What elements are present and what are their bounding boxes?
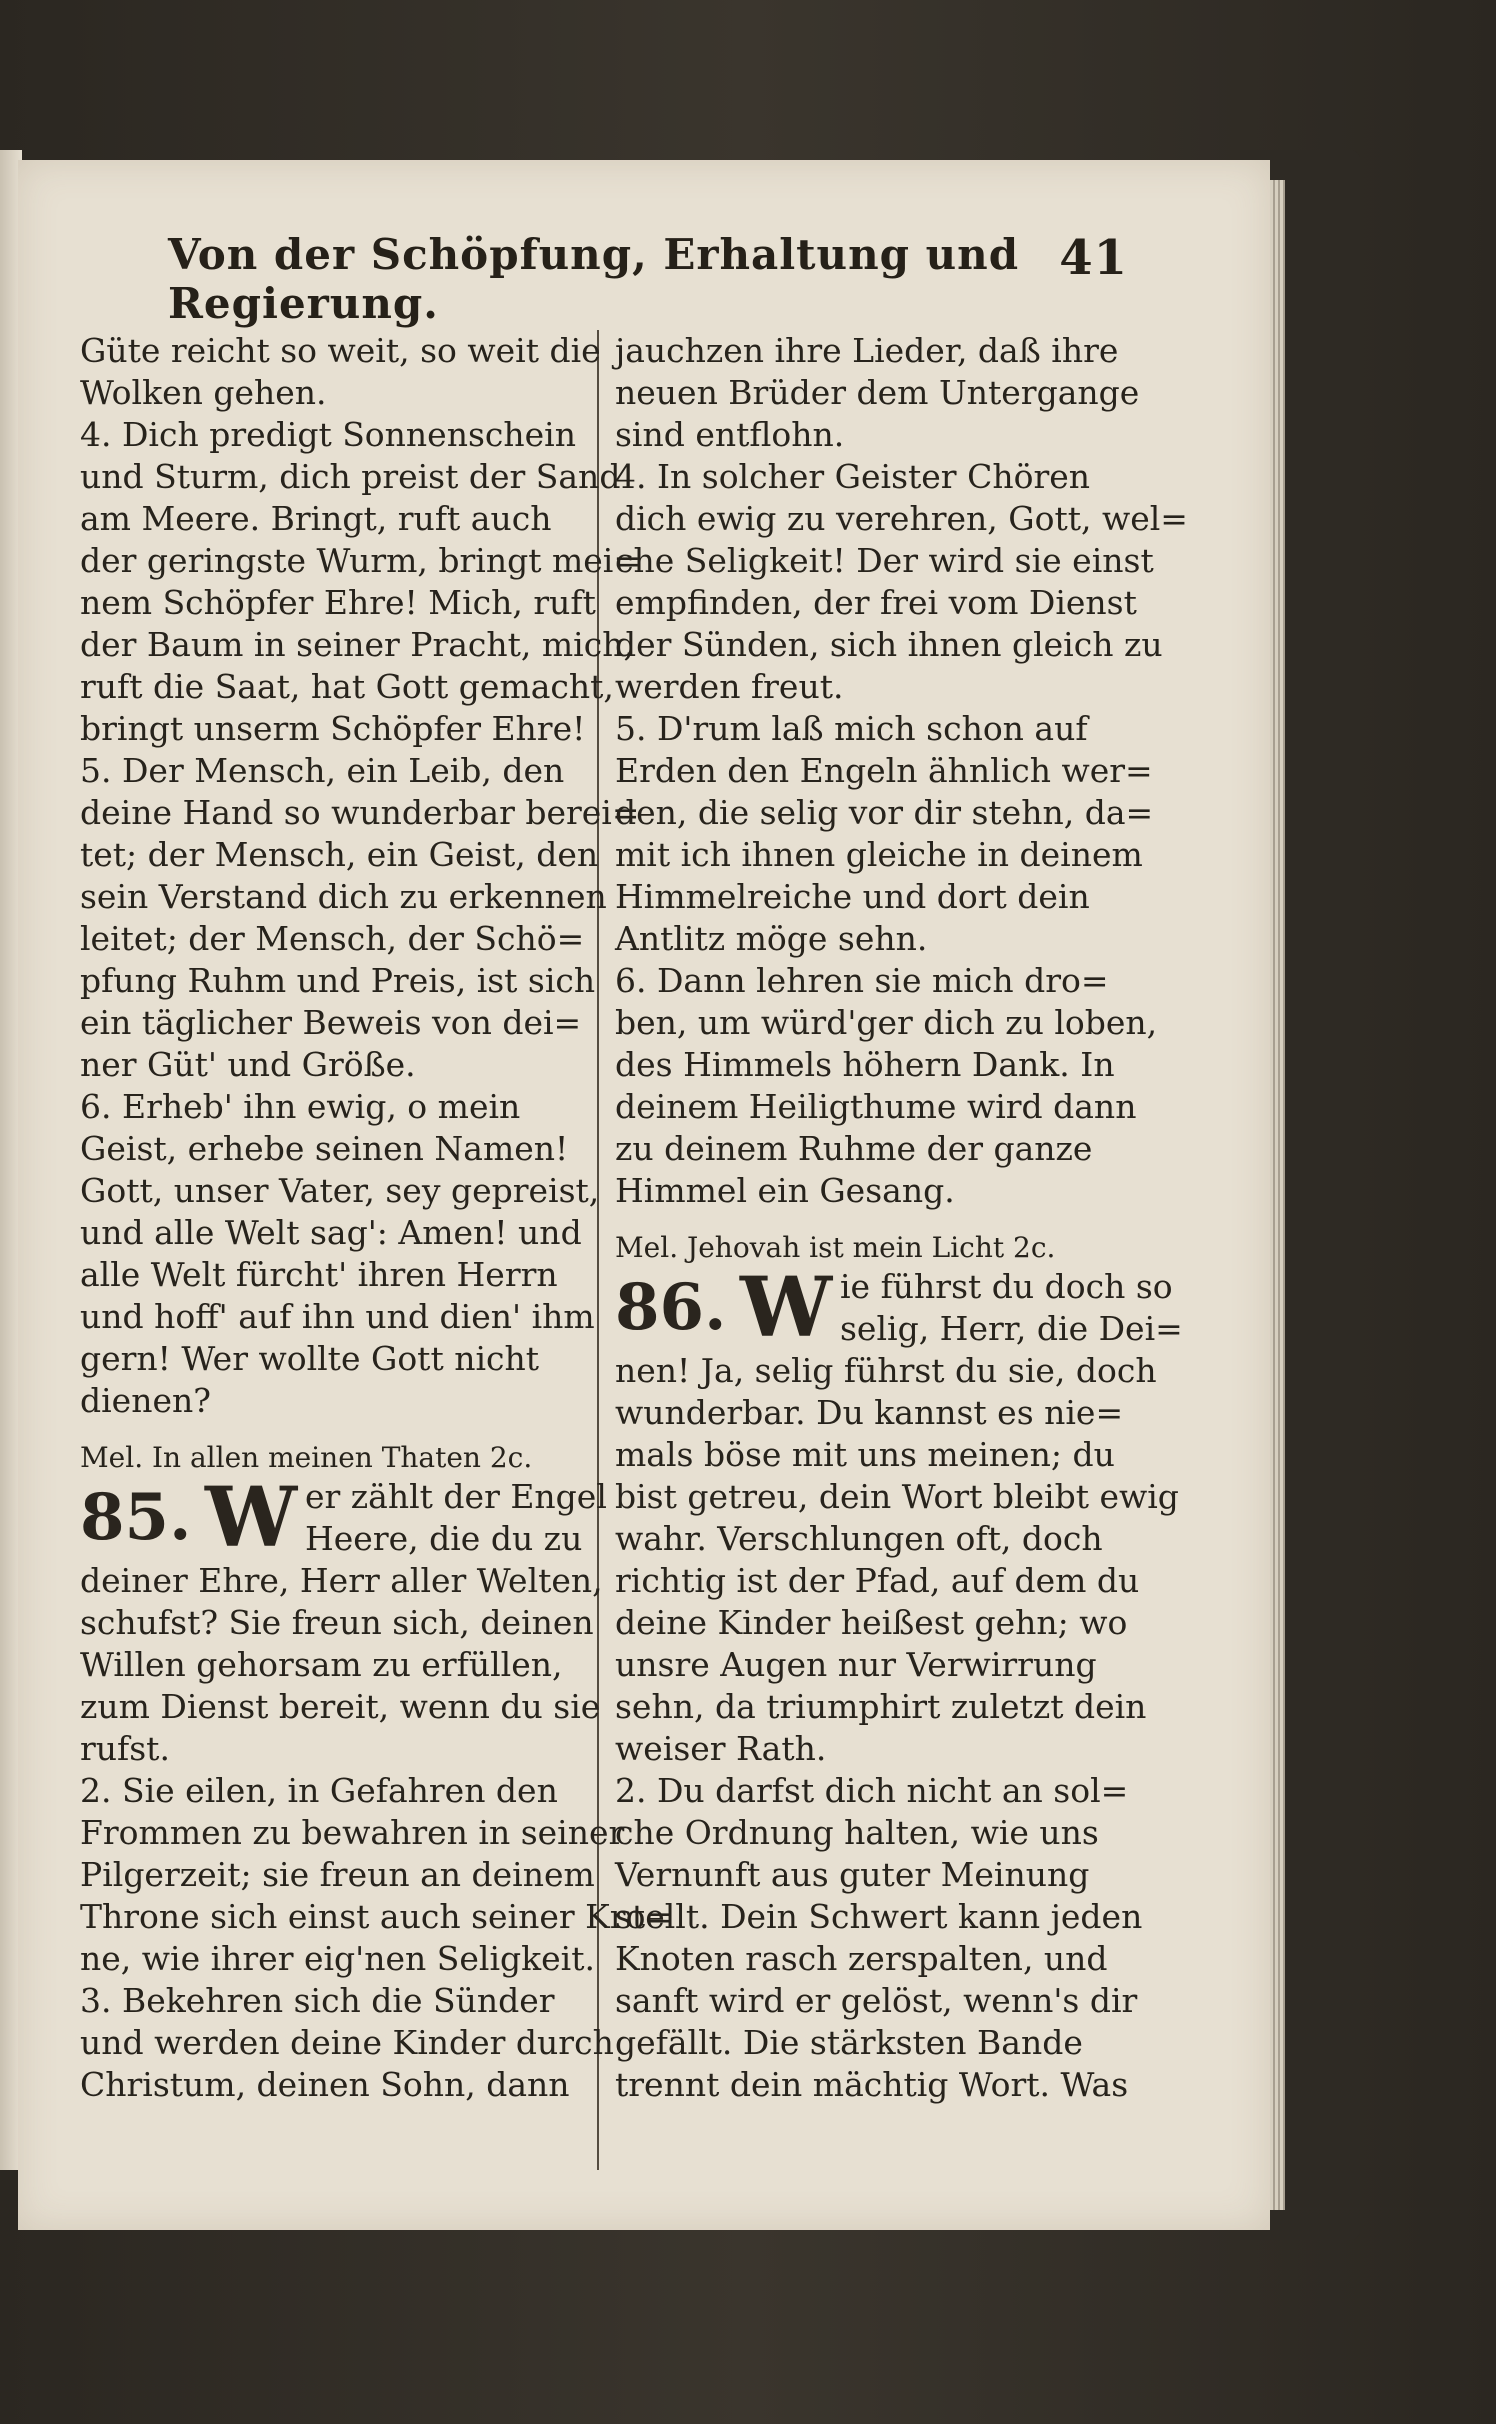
text-line: Vernunft aus guter Meinung (615, 1855, 1090, 1894)
text-line: nen! Ja, selig führst du sie, doch (615, 1351, 1157, 1390)
text-line: bringt unserm Schöpfer Ehre! (80, 709, 586, 748)
text-line: am Meere. Bringt, ruft auch (80, 499, 552, 538)
text-line: und werden deine Kinder durch (80, 2023, 614, 2062)
text-line: stellt. Dein Schwert kann jeden (615, 1897, 1143, 1936)
text-line: sehn, da triumphirt zuletzt dein (615, 1687, 1147, 1726)
text-line: unsre Augen nur Verwirrung (615, 1645, 1097, 1684)
hymn-number-86: 86. (615, 1270, 727, 1345)
text-line: gefällt. Die stärksten Bande (615, 2023, 1083, 2062)
text-line: und alle Welt sag': Amen! und (80, 1213, 582, 1252)
text-line: Heere, die du zu (305, 1519, 583, 1558)
text-line: Güte reicht so weit, so weit die (80, 331, 601, 370)
text-line: zu deinem Ruhme der ganze (615, 1129, 1093, 1168)
text-line: deine Kinder heißest gehn; wo (615, 1603, 1128, 1642)
text-line: er zählt der Engel (305, 1477, 607, 1516)
text-line: Antlitz möge sehn. (615, 919, 928, 958)
text-line: che Seligkeit! Der wird sie einst (615, 541, 1154, 580)
text-line: Throne sich einst auch seiner Kro= (80, 1897, 674, 1936)
text-line: ne, wie ihrer eig'nen Seligkeit. (80, 1939, 595, 1978)
drop-cap-86: W (740, 1260, 833, 1356)
text-line: nem Schöpfer Ehre! Mich, ruft (80, 583, 596, 622)
text-line: wahr. Verschlungen oft, doch (615, 1519, 1103, 1558)
text-line: 2. Du darfst dich nicht an sol= (615, 1771, 1129, 1810)
text-line: empfinden, der frei vom Dienst (615, 583, 1137, 622)
text-line: der geringste Wurm, bringt mei= (80, 541, 641, 580)
text-line: trennt dein mächtig Wort. Was (615, 2065, 1129, 2104)
right-column (615, 330, 1188, 2106)
text-line: Geist, erhebe seinen Namen! (80, 1129, 569, 1168)
text-line: 2. Sie eilen, in Gefahren den (80, 1771, 558, 1810)
text-line: Gott, unser Vater, sey gepreist, (80, 1171, 600, 1210)
text-line: Wolken gehen. (80, 373, 327, 412)
header-title: Von der Schöpfung, Erhaltung und Regierung. (168, 230, 1020, 328)
text-line: rufst. (80, 1729, 170, 1768)
text-line: ner Güt' und Größe. (80, 1045, 416, 1084)
text-line: 6. Dann lehren sie mich dro= (615, 961, 1109, 1000)
text-line: der Sünden, sich ihnen gleich zu (615, 625, 1163, 664)
text-line: Willen gehorsam zu erfüllen, (80, 1645, 563, 1684)
right-continuation-text (615, 330, 1188, 1212)
text-line: Himmelreiche und dort dein (615, 877, 1090, 916)
melody-line-86: Mel. Jehovah ist mein Licht 2c. (615, 1231, 1056, 1264)
text-line: Erden den Engeln ähnlich wer= (615, 751, 1153, 790)
text-line: sanft wird er gelöst, wenn's dir (615, 1981, 1138, 2020)
hymn-86 (615, 1260, 1183, 2106)
hymn-86-head-lines (840, 1266, 1183, 1350)
text-line: che Ordnung halten, wie uns (615, 1813, 1099, 1852)
text-line: bist getreu, dein Wort bleibt ewig (615, 1477, 1179, 1516)
hymn-85-head (80, 1470, 607, 1566)
text-line: und Sturm, dich preist der Sand (80, 457, 621, 496)
text-line: leitet; der Mensch, der Schö= (80, 919, 585, 958)
text-line: selig, Herr, die Dei= (840, 1309, 1183, 1348)
text-line: dich ewig zu verehren, Gott, wel= (615, 499, 1188, 538)
text-line: wunderbar. Du kannst es nie= (615, 1393, 1124, 1432)
text-line: 6. Erheb' ihn ewig, o mein (80, 1087, 521, 1126)
hymn-86-text (615, 1350, 1179, 2106)
text-line: dienen? (80, 1381, 211, 1420)
hymn-number-85: 85. (80, 1480, 192, 1555)
text-line: mit ich ihnen gleiche in deinem (615, 835, 1143, 874)
text-line: mals böse mit uns meinen; du (615, 1435, 1115, 1474)
hymn-86-head (615, 1260, 1183, 1356)
left-continuation-text (80, 330, 641, 1422)
text-line: richtig ist der Pfad, auf dem du (615, 1561, 1140, 1600)
text-line: ein täglicher Beweis von dei= (80, 1003, 582, 1042)
text-line: ie führst du doch so (840, 1267, 1173, 1306)
text-line: schufst? Sie freun sich, deinen (80, 1603, 594, 1642)
text-line: und hoff' auf ihn und dien' ihm (80, 1297, 595, 1336)
text-line: neuen Brüder dem Untergange (615, 373, 1140, 412)
text-line: ruft die Saat, hat Gott gemacht, (80, 667, 614, 706)
text-line: Pilgerzeit; sie freun an deinem (80, 1855, 595, 1894)
text-line: Himmel ein Gesang. (615, 1171, 955, 1210)
text-line: Christum, deinen Sohn, dann (80, 2065, 570, 2104)
text-line: 4. In solcher Geister Chören (615, 457, 1091, 496)
hymn-85-text (80, 1560, 674, 2106)
hymn-85-head-lines (305, 1476, 607, 1560)
text-line: zum Dienst bereit, wenn du sie (80, 1687, 601, 1726)
text-line: den, die selig vor dir stehn, da= (615, 793, 1154, 832)
text-line: deinem Heiligthume wird dann (615, 1087, 1137, 1126)
text-line: deiner Ehre, Herr aller Welten, (80, 1561, 603, 1600)
text-line: jauchzen ihre Lieder, daß ihre (615, 331, 1119, 370)
text-line: Knoten rasch zerspalten, und (615, 1939, 1108, 1978)
text-line: der Baum in seiner Pracht, mich, (80, 625, 634, 664)
text-line: tet; der Mensch, ein Geist, den (80, 835, 599, 874)
text-line: alle Welt fürcht' ihren Herrn (80, 1255, 558, 1294)
text-line: 5. Der Mensch, ein Leib, den (80, 751, 565, 790)
hymn-85 (80, 1470, 674, 2106)
drop-cap-85: W (205, 1470, 298, 1566)
melody-line-85: Mel. In allen meinen Thaten 2c. (80, 1441, 533, 1474)
text-line: sind entflohn. (615, 415, 845, 454)
text-line: 3. Bekehren sich die Sünder (80, 1981, 555, 2020)
text-line: des Himmels höhern Dank. In (615, 1045, 1115, 1084)
text-line: Frommen zu bewahren in seiner (80, 1813, 625, 1852)
text-line: pfung Ruhm und Preis, ist sich (80, 961, 596, 1000)
text-line: 5. D'rum laß mich schon auf (615, 709, 1088, 748)
text-line: 4. Dich predigt Sonnenschein (80, 415, 576, 454)
text-line: gern! Wer wollte Gott nicht (80, 1339, 540, 1378)
text-line: sein Verstand dich zu erkennen (80, 877, 607, 916)
text-line: ben, um würd'ger dich zu loben, (615, 1003, 1158, 1042)
text-line: werden freut. (615, 667, 844, 706)
running-header (168, 230, 1128, 328)
text-line: deine Hand so wunderbar berei= (80, 793, 640, 832)
text-line: weiser Rath. (615, 1729, 827, 1768)
page-number: 41 (1059, 230, 1128, 286)
